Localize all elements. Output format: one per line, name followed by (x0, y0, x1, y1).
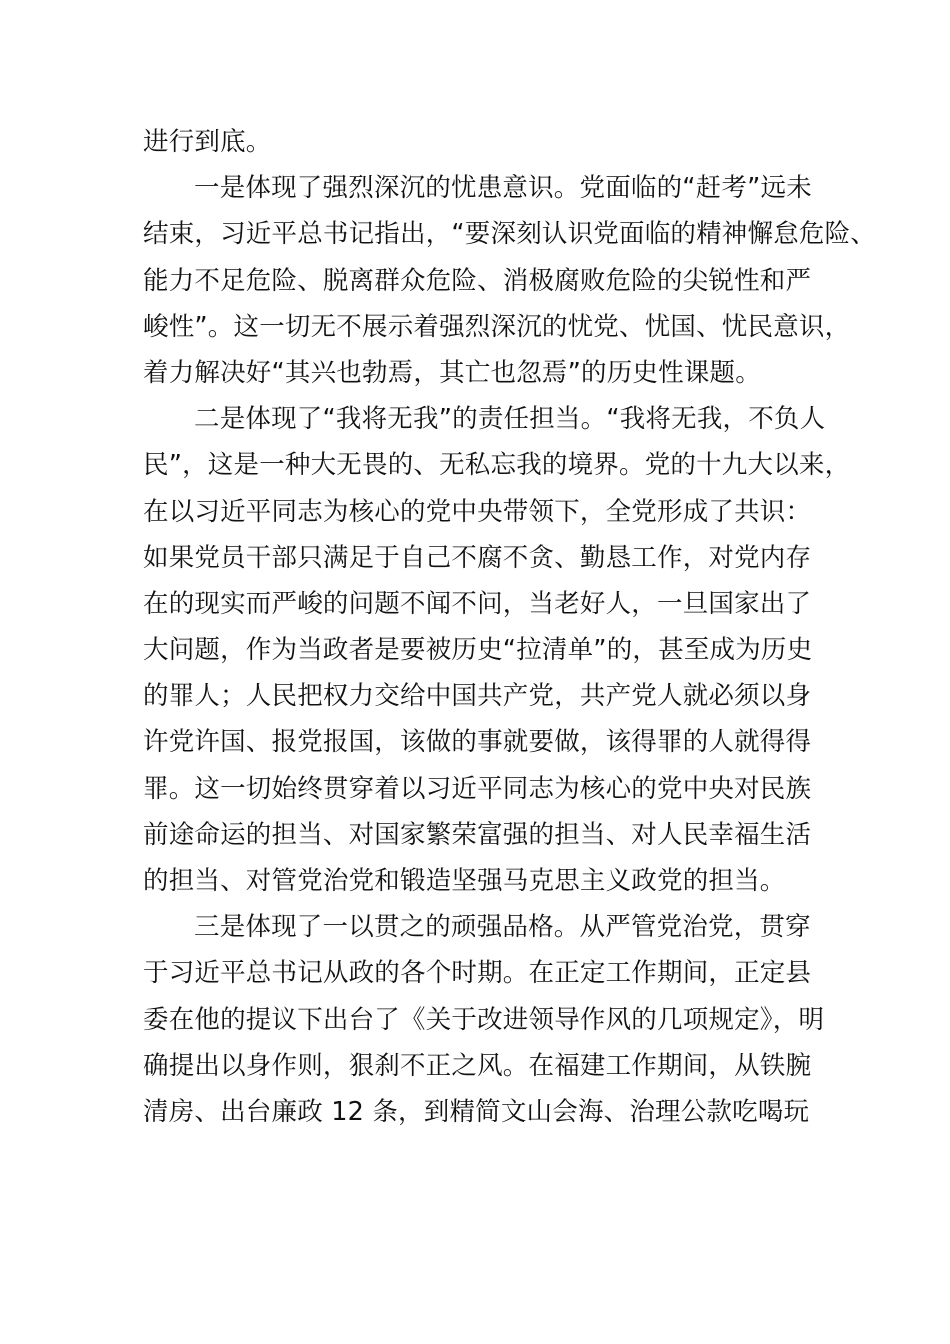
text-line: 罪。这一切始终贯穿着以习近平同志为核心的党中央对民族 (143, 773, 812, 804)
text-line: 的担当、对管党治党和锻造坚强马克思主义政党的担当。 (143, 866, 786, 896)
text-line: 一是体现了强烈深沉的忧患意识。党面临的“赶考”远未 (194, 173, 812, 204)
text-line: 委在他的提议下出台了《关于改进领导作风的几项规定》，明 (143, 1004, 825, 1035)
text-line: 结束，习近平总书记指出，“要深刻认识党面临的精神懈怠危险、 (143, 219, 877, 250)
text-line: 前途命运的担当、对国家繁荣富强的担当、对人民幸福生活 (143, 819, 812, 850)
text-line: 着力解决好“其兴也勃焉，其亡也忽焉”的历史性课题。 (143, 357, 761, 388)
text-line: 于习近平总书记从政的各个时期。在正定工作期间，正定县 (143, 958, 812, 989)
text-line: 的罪人；人民把权力交给中国共产党，共产党人就必须以身 (143, 681, 812, 712)
text-line: 能力不足危险、脱离群众危险、消极腐败危险的尖锐性和严 (143, 265, 812, 296)
text-line: 如果党员干部只满足于自己不腐不贪、勤恳工作，对党内存 (143, 542, 812, 573)
text-line: 进行到底。 (143, 127, 272, 157)
text-line: 二是体现了“我将无我”的责任担当。“我将无我，不负人 (194, 404, 826, 435)
text-line: 许党许国、报党报国，该做的事就要做，该得罪的人就得得 (143, 727, 812, 758)
text-line: 在以习近平同志为核心的党中央带领下，全党形成了共识： (143, 496, 812, 527)
text-line: 在的现实而严峻的问题不闻不问，当老好人，一旦国家出了 (143, 588, 812, 619)
text-line: 民”，这是一种大无畏的、无私忘我的境界。党的十九大以来， (143, 450, 851, 481)
text-line: 三是体现了一以贯之的顽强品格。从严管党治党，贯穿 (194, 912, 811, 943)
text-line: 峻性”。这一切无不展示着强烈深沉的忧党、忧国、忧民意识， (143, 311, 851, 342)
text-line: 确提出以身作则，狠刹不正之风。在福建工作期间，从铁腕 (143, 1050, 812, 1081)
text-line: 清房、出台廉政 12 条，到精简文山会海、治理公款吃喝玩 (143, 1096, 810, 1127)
text-line: 大问题，作为当政者是要被历史“拉清单”的，甚至成为历史 (143, 635, 813, 666)
body-text (143, 119, 877, 1135)
